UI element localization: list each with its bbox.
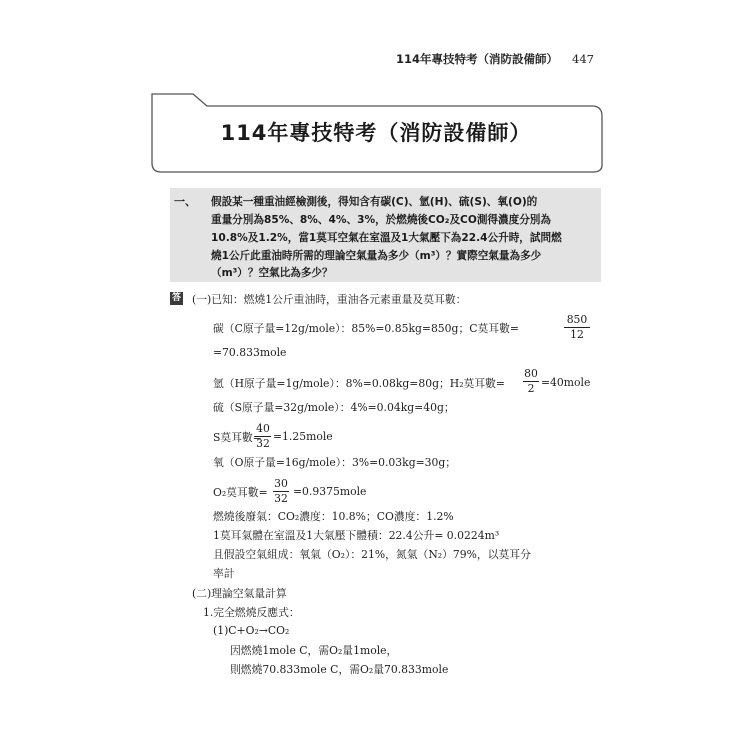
hydrogen-result: =40mole	[541, 376, 591, 389]
carbon-line: 碳（C原子量=12g/mole）：85%=0.85kg=850g；C莫耳數=	[213, 322, 519, 335]
answer-icon: 答	[171, 293, 181, 303]
page-number: 447	[572, 52, 594, 66]
reaction-1-line-a: 因燃燒1mole C，需O₂量1mole，	[230, 644, 398, 657]
sulfur-denominator: 32	[256, 437, 270, 450]
chapter-title: 114年專技特考（消防設備師）	[220, 121, 532, 145]
mole-volume-line: 1莫耳氣體在室溫及1大氣壓下體積：22.4公升= 0.0224m³	[213, 529, 500, 542]
oxygen-label: O₂莫耳數=	[213, 486, 268, 499]
sulfur-label: S莫耳數=	[213, 431, 262, 444]
question-line: 10.8%及1.2%，當1莫耳空氣在室溫及1大氣壓下為22.4公升時，試問燃	[211, 232, 562, 244]
oxygen-fraction	[273, 477, 289, 506]
oxygen-result: =0.9375mole	[293, 485, 367, 498]
hydrogen-numerator: 80	[524, 367, 538, 380]
exhaust-line: 燃燒後廢氣：CO₂濃度：10.8%；CO濃度：1.2%	[213, 510, 454, 523]
question-line: 燒1公斤此重油時所需的理論空氣量為多少（m³）？實際空氣量為多少	[211, 250, 542, 262]
question-number: 一、	[174, 195, 196, 208]
oxygen-line: 氧（O原子量=16g/mole）：3%=0.03kg=30g；	[213, 456, 457, 469]
hydrogen-line: 氫（H原子量=1g/mole）：8%=0.08kg=80g；H₂莫耳數=	[213, 377, 505, 390]
sulfur-result: =1.25mole	[273, 430, 333, 443]
carbon-denominator: 12	[570, 328, 584, 341]
hydrogen-fraction	[523, 367, 539, 396]
carbon-result: =70.833mole	[213, 346, 287, 359]
carbon-fraction	[564, 313, 590, 342]
answer-section-2: (二)理論空氣量計算	[192, 587, 287, 600]
reaction-1-line-b: 則燃燒70.833mole C，需O₂量70.833mole	[230, 663, 449, 676]
carbon-numerator: 850	[564, 313, 590, 328]
reaction-1: (1)C+O₂→CO₂	[213, 624, 290, 637]
sulfur-fraction	[255, 422, 271, 451]
question-line: 重量分別為85%、8%、4%、3%，於燃燒後CO₂及CO測得濃度分別為	[211, 214, 551, 226]
question-line: 假設某一種重油經檢測後，得知含有碳(C)、氫(H)、硫(S)、氧(O)的	[211, 196, 538, 208]
answer-section-1: (一)已知：燃燒1公斤重油時，重油各元素重量及莫耳數：	[192, 293, 467, 306]
running-header-title: 114年專技特考（消防設備師）	[396, 52, 559, 66]
question-line: （m³）？空氣比為多少？	[211, 267, 333, 279]
oxygen-numerator: 30	[274, 477, 288, 490]
sulfur-numerator: 40	[256, 422, 270, 435]
sulfur-line: 硫（S原子量=32g/mole）：4%=0.04kg=40g；	[213, 401, 455, 414]
air-composition-line: 且假設空氣組成：氧氣（O₂）：21%，氮氣（N₂）79%，以莫耳分	[213, 548, 531, 561]
oxygen-denominator: 32	[274, 492, 288, 505]
step-1-heading: 1.完全燃燒反應式：	[203, 606, 300, 619]
hydrogen-denominator: 2	[527, 382, 535, 395]
running-header	[396, 51, 594, 67]
air-composition-line-2: 率計	[213, 567, 235, 580]
